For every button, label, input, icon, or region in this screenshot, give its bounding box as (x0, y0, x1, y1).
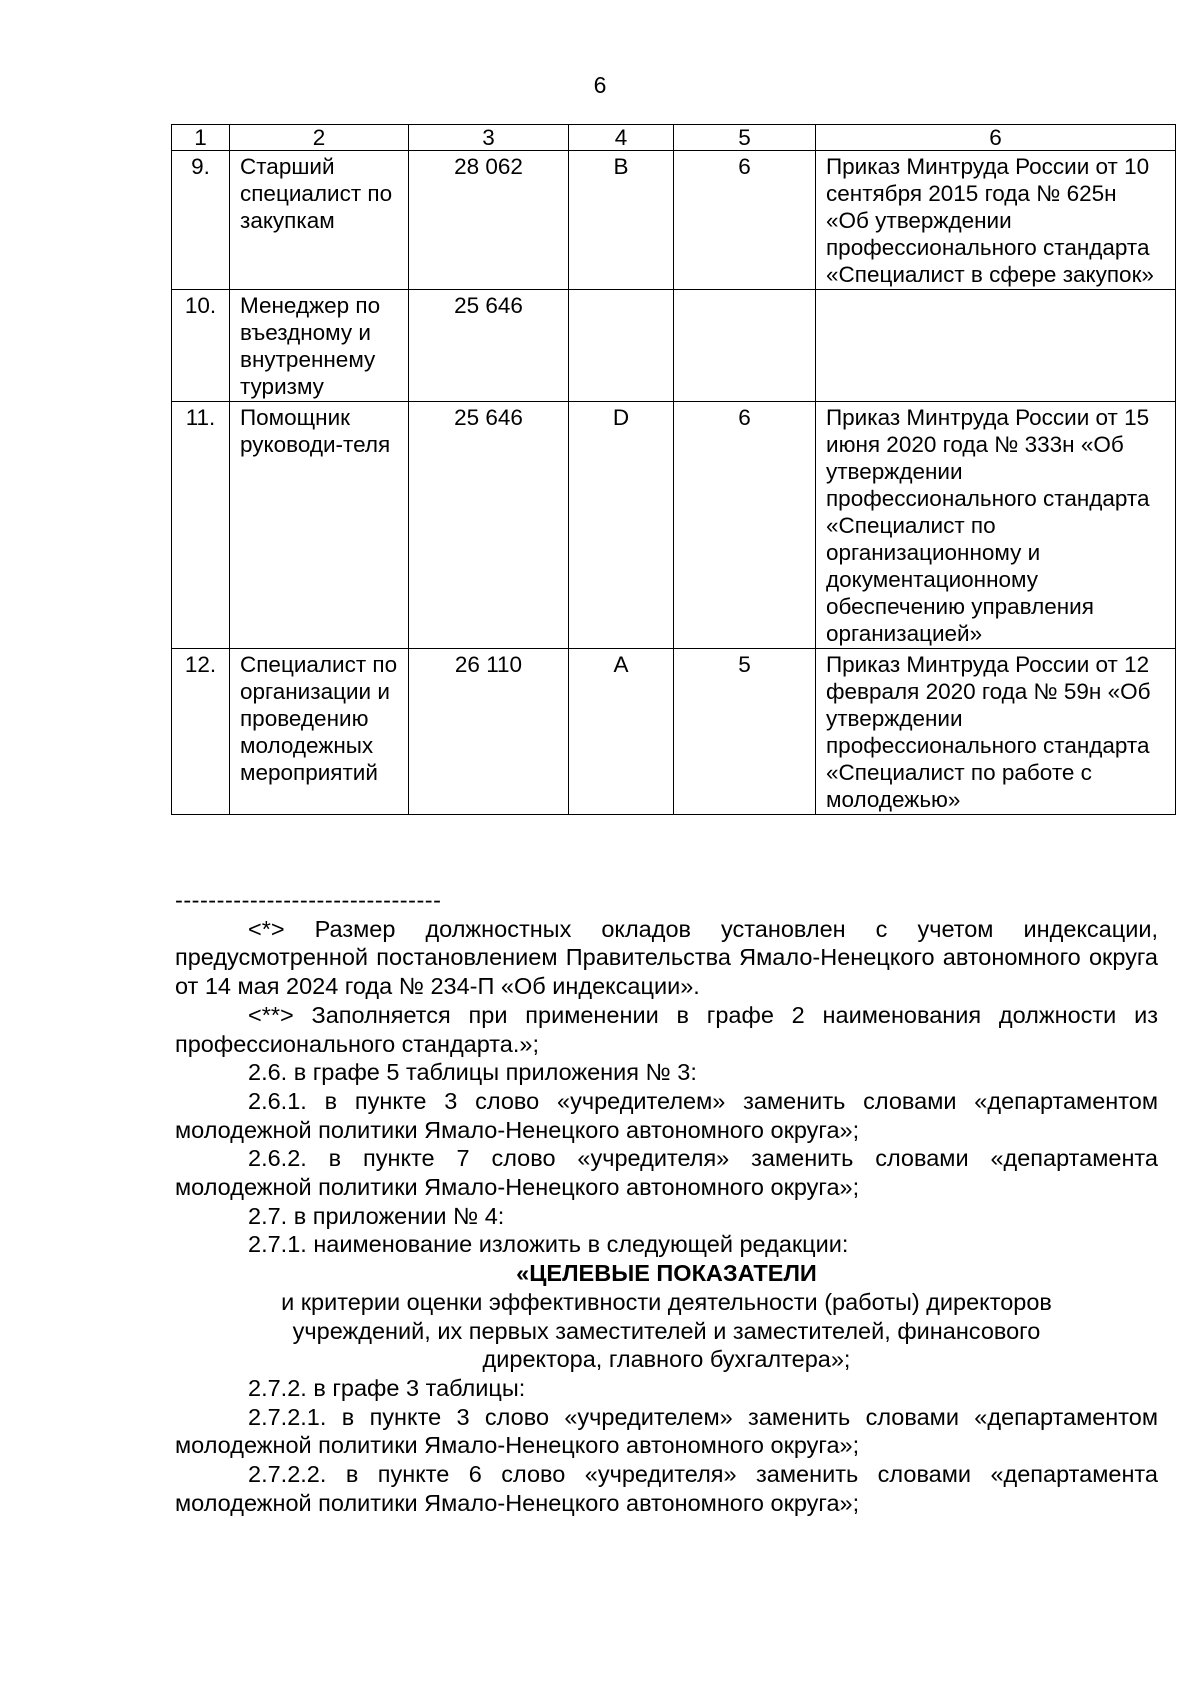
header-cell: 4 (569, 125, 674, 151)
table-row (172, 649, 1176, 815)
professional-standard: Приказ Минтруда России от 10 сентября 2015 года № 625н «Об утверждении профессионального стандарта «Специалист в сфере закупок» (816, 151, 1176, 290)
professional-standard: Приказ Минтруда России от 12 февраля 2020 года № 59н «Об утверждении профессионального стандарта «Специалист по работе с молодежью» (816, 649, 1176, 815)
position-title: Помощник руководи-теля (230, 402, 409, 649)
heading-line: и критерии оценки эффективности деятельности (работы) директоров (281, 1288, 1052, 1315)
qualification-level: 5 (674, 649, 816, 815)
paragraph: 2.7.2. в графе 3 таблицы: (248, 1374, 526, 1401)
header-cell: 5 (674, 125, 816, 151)
footnote-standard: <**> Заполняется при применении в графе 2 наименования должности из профессионального стандарта.»; (175, 1001, 1158, 1057)
paragraph: 2.7.1. наименование изложить в следующей редакции: (248, 1231, 849, 1258)
salary: 25 646 (409, 402, 569, 649)
paragraph: 2.7. в приложении № 4: (248, 1202, 505, 1229)
professional-standard: Приказ Минтруда России от 15 июня 2020 года № 333н «Об утверждении профессионального стандарта «Специалист по организационному и документационному обеспечению управления организацией» (816, 402, 1176, 649)
heading-line: директора, главного бухгалтера»; (482, 1346, 851, 1373)
position-title: Менеджер по въездному и внутреннему туризму (230, 290, 409, 402)
paragraph: 2.7.2.2. в пункте 6 слово «учредителя» заменить словами «департамента молодежной политики Ямало-Ненецкого автономного округа»; (175, 1461, 1158, 1516)
row-number: 11. (172, 402, 230, 649)
header-cell: 6 (816, 125, 1176, 151)
paragraph: 2.6. в графе 5 таблицы приложения № 3: (248, 1059, 697, 1086)
position-title: Специалист по организации и проведению молодежных мероприятий (230, 649, 409, 815)
paragraph: 2.6.1. в пункте 3 слово «учредителем» заменить словами «департаментом молодежной политики Ямало-Ненецкого автономного округа»; (175, 1087, 1158, 1143)
salary: 26 110 (409, 649, 569, 815)
positions-table (171, 124, 1176, 815)
header-cell: 2 (230, 125, 409, 151)
table-header-row (172, 125, 1176, 151)
position-title: Старший специалист по закупкам (230, 151, 409, 290)
salary: 28 062 (409, 151, 569, 290)
group-code (569, 290, 674, 402)
qualification-level: 6 (674, 402, 816, 649)
table-row (172, 290, 1176, 402)
paragraph: 2.6.2. в пункте 7 слово «учредителя» заменить словами «департамента молодежной политики Ямало-Ненецкого автономного округа»; (175, 1145, 1158, 1201)
document-body (175, 886, 1158, 1517)
heading-line: учреждений, их первых заместителей и заместителей, финансового (292, 1317, 1041, 1344)
qualification-level: 6 (674, 151, 816, 290)
row-number: 9. (172, 151, 230, 290)
row-number: 10. (172, 290, 230, 402)
group-code: В (569, 151, 674, 290)
header-cell: 3 (409, 125, 569, 151)
salary: 25 646 (409, 290, 569, 402)
table-row (172, 151, 1176, 290)
row-number: 12. (172, 649, 230, 815)
header-cell: 1 (172, 125, 230, 151)
qualification-level (674, 290, 816, 402)
footnote-salary: <*> Размер должностных окладов установлен с учетом индексации, предусмотренной постановлением Правительства Ямало-Ненецкого автономного округа от 14 мая 2024 года № 234-П «Об индексации». (175, 915, 1158, 1000)
paragraph: 2.7.2.1. в пункте 3 слово «учредителем» заменить словами «департаментом молодежной политики Ямало-Ненецкого автономного округа»; (175, 1403, 1158, 1459)
table-row (172, 402, 1176, 649)
footnote-separator: -------------------------------- (175, 887, 442, 913)
page-number: 6 (593, 72, 607, 98)
professional-standard (816, 290, 1176, 402)
section-heading: «ЦЕЛЕВЫЕ ПОКАЗАТЕЛИ (516, 1260, 817, 1287)
group-code: D (569, 402, 674, 649)
group-code: А (569, 649, 674, 815)
